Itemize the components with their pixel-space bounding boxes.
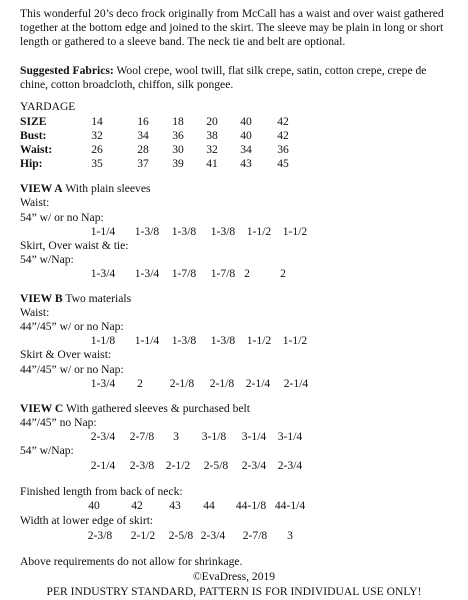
length-cell: 40 [88,499,100,512]
bust-cell: 38 [206,129,218,142]
length-cell: 44-1/4 [274,499,306,512]
waist-cell: 28 [137,143,149,156]
yardage-cell: 2-1/4 [245,377,271,390]
yardage-cell: 1-7/8 [171,267,197,280]
bust-cell: 40 [240,129,252,142]
view-b-row2 [0,377,468,391]
view-a-heading [20,182,151,196]
bust-label: Bust: [20,129,47,142]
width-cell: 2-5/8 [168,529,194,542]
bust-cell: 34 [137,129,149,142]
size-cell: 14 [91,115,103,128]
fabrics-text: Wool crepe, wool twill, flat silk crepe, satin, cotton crepe, crepe de chine, cotton broadcloth, chiffon, silk pongee. [20,64,427,91]
view-b-heading [20,292,131,306]
yardage-cell: 1-3/8 [210,225,236,238]
view-c-row1 [0,430,468,444]
intro-paragraph: This wonderful 20’s deco frock originally from McCall has a waist and over waist gathered together at the bottom edge and joined to the skirt. The sleeve may be plain in long or short length or gathered to a sleeve band. The neck tie and belt are optional. [20,7,444,48]
yardage-cell: 1-3/8 [134,225,160,238]
yardage-cell: 1-3/4 [90,267,116,280]
hip-cell: 39 [172,157,184,170]
yardage-cell: 3 [173,430,179,443]
yardage-cell: 2-7/8 [129,430,155,443]
yardage-cell: 1-3/8 [210,334,236,347]
yardage-cell: 2-3/4 [277,459,303,472]
width-cell: 2-3/8 [87,529,113,542]
length-cell: 42 [131,499,143,512]
hip-cell: 35 [91,157,103,170]
finished-length-label: Finished length from back of neck: [20,485,183,498]
hip-cell: 37 [137,157,149,170]
yardage-cell: 1-3/4 [90,377,116,390]
yardage-cell: 3-1/8 [201,430,227,443]
hip-cell: 43 [240,157,252,170]
suggested-fabrics [20,64,452,92]
view-a-row2 [0,267,468,281]
view-b-label: VIEW B [20,292,63,305]
hip-row [0,157,468,171]
waist-row [0,143,468,157]
yardage-cell: 2-1/2 [165,459,191,472]
hip-cell: 41 [206,157,218,170]
yardage-cell: 1-1/4 [134,334,160,347]
view-a-row1 [0,225,468,239]
size-cell: 20 [206,115,218,128]
yardage-cell: 3-1/4 [277,430,303,443]
yardage-cell: 2 [244,267,250,280]
copyright: ©EvaDress, 2019 [192,570,276,583]
waist-cell: 36 [277,143,289,156]
yardage-cell: 2-3/8 [129,459,155,472]
view-b-waist: Waist: [20,306,50,319]
view-c-nap44: 44”/45” no Nap: [20,416,97,429]
yardage-title: YARDAGE [20,100,76,113]
yardage-cell: 3-1/4 [241,430,267,443]
yardage-cell: 1-3/4 [134,267,160,280]
view-b-nap44: 44”/45” w/ or no Nap: [20,320,124,333]
view-c-label: VIEW C [20,402,64,415]
fabrics-label: Suggested Fabrics: [20,64,114,77]
hip-cell: 45 [277,157,289,170]
bust-row [0,129,468,143]
view-b-skirt: Skirt & Over waist: [20,348,112,361]
view-a-skirt: Skirt, Over waist & tie: [20,239,129,252]
size-cell: 42 [277,115,289,128]
view-b-row1 [0,334,468,348]
bust-cell: 36 [172,129,184,142]
view-c-nap54: 54” w/Nap: [20,444,74,457]
yardage-cell: 2-3/4 [241,459,267,472]
view-a-waist: Waist: [20,196,50,209]
hip-label: Hip: [20,157,43,170]
size-cell: 40 [240,115,252,128]
yardage-cell: 2 [280,267,286,280]
yardage-cell: 2-5/8 [203,459,229,472]
shrinkage-note: Above requirements do not allow for shrinkage. [20,555,243,568]
yardage-cell: 2-1/4 [90,459,116,472]
size-label: SIZE [20,115,47,128]
waist-cell: 34 [240,143,252,156]
width-cell: 2-7/8 [242,529,268,542]
yardage-cell: 1-7/8 [210,267,236,280]
view-b-nap44b: 44”/45” w/ or no Nap: [20,363,124,376]
yardage-cell: 2 [137,377,143,390]
individual-use-notice: PER INDUSTRY STANDARD, PATTERN IS FOR INDIVIDUAL USE ONLY! [46,585,422,598]
width-cell: 2-3/4 [200,529,226,542]
view-a-nap54b: 54” w/Nap: [20,253,74,266]
size-row [0,115,468,129]
yardage-cell: 1-3/8 [171,334,197,347]
waist-cell: 30 [172,143,184,156]
yardage-cell: 2-3/4 [90,430,116,443]
yardage-cell: 1-3/8 [171,225,197,238]
view-c-row2 [0,459,468,473]
width-label: Width at lower edge of skirt: [20,514,154,527]
length-cell: 44 [203,499,215,512]
length-cell: 44-1/8 [235,499,267,512]
yardage-cell: 1-1/2 [282,225,308,238]
view-a-nap54: 54” w/ or no Nap: [20,211,104,224]
waist-cell: 32 [206,143,218,156]
yardage-cell: 1-1/2 [282,334,308,347]
view-c-heading [20,402,250,416]
bust-cell: 32 [91,129,103,142]
waist-cell: 26 [91,143,103,156]
bust-cell: 42 [277,129,289,142]
size-cell: 18 [172,115,184,128]
size-cell: 16 [137,115,149,128]
yardage-cell: 1-1/2 [246,225,272,238]
view-a-label: VIEW A [20,182,63,195]
view-b-title: Two materials [62,292,132,305]
yardage-cell: 2-1/8 [169,377,195,390]
yardage-cell: 1-1/2 [246,334,272,347]
length-cell: 43 [169,499,181,512]
yardage-cell: 2-1/4 [283,377,309,390]
view-c-title: With gathered sleeves & purchased belt [63,402,250,415]
view-a-title: With plain sleeves [62,182,151,195]
width-cell: 3 [287,529,293,542]
waist-label: Waist: [20,143,53,156]
yardage-cell: 2-1/8 [209,377,235,390]
width-cell: 2-1/2 [130,529,156,542]
width-row [0,529,468,543]
finished-length-row [0,499,468,513]
yardage-cell: 1-1/4 [90,225,116,238]
yardage-cell: 1-1/8 [90,334,116,347]
